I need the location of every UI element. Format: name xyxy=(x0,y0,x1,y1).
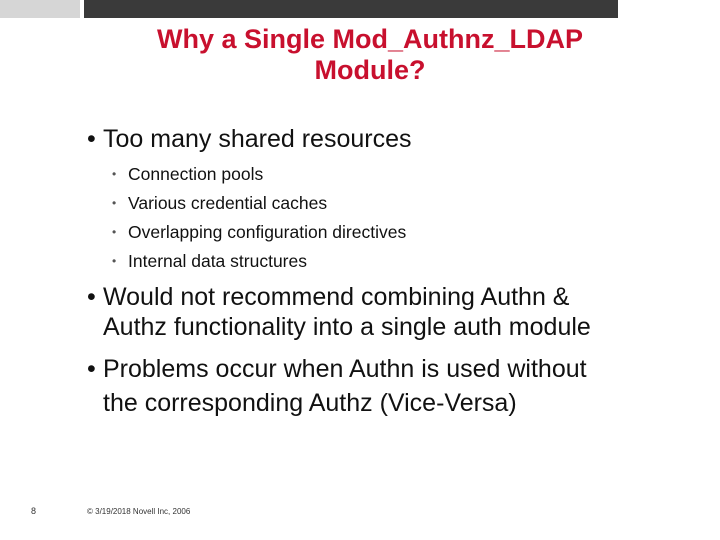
slide-title xyxy=(80,24,660,86)
bullet-text: Too many shared resources xyxy=(103,125,412,153)
bullet-problems-occur xyxy=(87,355,587,383)
bullet-text-line1: Problems occur when Authn is used without xyxy=(103,355,587,383)
sub-bullet-text: Connection pools xyxy=(128,164,264,184)
bullet-not-recommend xyxy=(87,283,569,311)
sub-bullet-marker: • xyxy=(112,167,117,181)
page-number: 8 xyxy=(31,506,37,516)
sub-bullet-marker: • xyxy=(112,196,117,210)
bullet-marker: • xyxy=(87,355,96,383)
footer-copyright: © 3/19/2018 Novell Inc, 2006 xyxy=(87,507,191,516)
bullet-shared-resources xyxy=(87,125,411,153)
sub-bullet-text: Overlapping configuration directives xyxy=(128,222,407,242)
bullet-text-line2: Authz functionality into a single auth module xyxy=(103,313,591,341)
sub-bullet-marker: • xyxy=(112,225,117,239)
bullet-text-line2: the corresponding Authz (Vice-Versa) xyxy=(103,389,517,417)
bullet-marker: • xyxy=(87,125,96,153)
sub-bullet-text: Various credential caches xyxy=(128,193,328,213)
top-bar-light xyxy=(0,0,80,18)
sub-bullet-text: Internal data structures xyxy=(128,251,307,271)
bullet-text-line1: Would not recommend combining Authn & xyxy=(103,283,570,311)
slide-title-line1: Why a Single Mod_Authnz_LDAP xyxy=(156,24,583,54)
bullet-marker: • xyxy=(87,283,96,311)
top-bar-dark xyxy=(84,0,618,18)
sub-bullet-marker: • xyxy=(112,254,117,268)
slide-title-line2: Module? xyxy=(314,55,426,85)
